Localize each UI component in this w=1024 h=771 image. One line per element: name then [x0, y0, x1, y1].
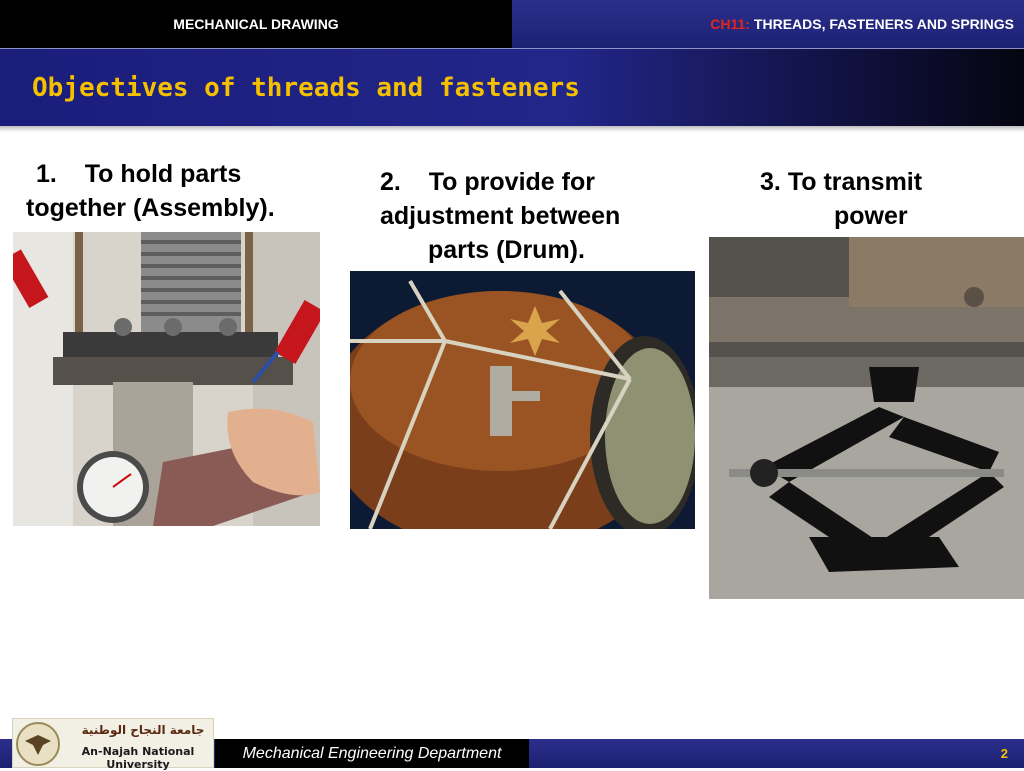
objective-3-number: 3. [760, 168, 781, 196]
objective-3-line2: power [834, 202, 908, 230]
scissor-jack-photo [709, 237, 1024, 599]
objective-3-caption [760, 165, 1020, 233]
objective-3-line1: To transmit [787, 168, 923, 196]
university-seal-icon [15, 721, 61, 767]
department-label: Mechanical Engineering Department [215, 739, 529, 768]
objective-2-line2: adjustment between [380, 202, 621, 230]
pipe-flange-bolt-photo [13, 232, 320, 526]
page-number: 2 [1000, 746, 1008, 761]
objective-1-number: 1. [36, 160, 57, 188]
objective-2-line3: parts (Drum). [428, 236, 585, 264]
course-label: MECHANICAL DRAWING [0, 0, 512, 48]
title-divider [0, 126, 1024, 132]
university-name-arabic: جامعة النجاح الوطنية [81, 723, 205, 737]
title-bar [0, 48, 1024, 127]
objective-1-caption [26, 157, 326, 225]
university-logo [12, 718, 214, 771]
chapter-code: CH11: [710, 16, 750, 32]
objective-2-caption [380, 165, 680, 267]
top-header-bar [0, 0, 1024, 48]
objective-2-line1: To provide for [428, 168, 595, 196]
university-name-english: An-Najah National University [81, 745, 195, 771]
objective-2-number: 2. [380, 168, 401, 196]
objective-1-line1: To hold parts [84, 160, 242, 188]
drum-illustration [350, 271, 695, 529]
chapter-header [512, 0, 1024, 48]
objective-1-line2: together (Assembly). [26, 194, 275, 222]
drum-photo [350, 271, 695, 529]
scissor-jack-illustration [709, 237, 1024, 599]
slide-title: Objectives of threads and fasteners [32, 73, 580, 103]
pipe-flange-bolt-illustration [13, 232, 320, 526]
chapter-title: THREADS, FASTENERS AND SPRINGS [753, 16, 1014, 32]
